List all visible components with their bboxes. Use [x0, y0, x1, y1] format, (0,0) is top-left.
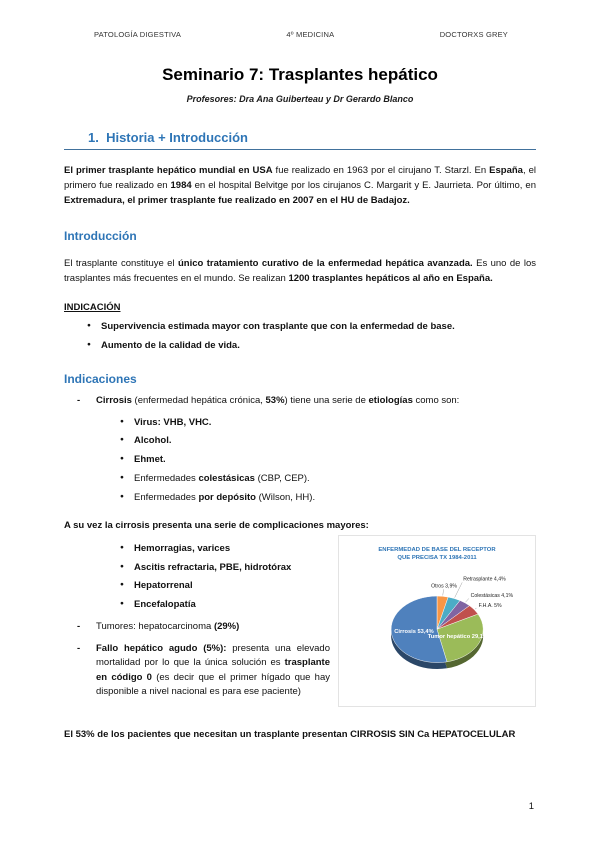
svg-text:ENFERMEDAD DE BASE DEL RECEPTO: ENFERMEDAD DE BASE DEL RECEPTOR: [378, 546, 496, 553]
etiologia-item: ● Enfermedades por depósito (Wilson, HH).: [120, 491, 536, 505]
complicacion-item: ● Ascitis refractaria, PBE, hidrotórax: [120, 561, 330, 575]
page-number: 1: [528, 801, 534, 812]
indicacion-label: INDICACIÓN: [64, 301, 121, 313]
etiologias-list: [64, 416, 536, 505]
etiologia-item: ● Alcohol.: [120, 434, 536, 448]
pie-chart-figure: [338, 535, 536, 707]
page-header: [64, 30, 536, 39]
svg-text:Otros 3,9%: Otros 3,9%: [431, 583, 457, 590]
content-with-chart: [64, 535, 536, 707]
fallo-text: - Fallo hepático agudo (5%): presenta una elevado mortalidad por lo que la única solución es trasplante en código 0 (es decir que el primer hígado que hay disponible a nivel nacional es para ese paciente): [96, 643, 330, 697]
indicacion-item: ● Supervivencia estimada mayor con trasplante que con la enfermedad de base.: [87, 320, 536, 334]
left-column: [64, 535, 338, 707]
cirrosis-text: - Cirrosis (enfermedad hepática crónica, 53%) tiene una serie de etiologías como son:: [96, 395, 460, 407]
complicaciones-intro: A su vez la cirrosis presenta una serie de complicaciones mayores:: [64, 519, 369, 531]
tumores-text: - Tumores: hepatocarcinoma (29%): [96, 620, 240, 632]
svg-text:Tumor hepático 29,1%: Tumor hepático 29,1%: [427, 633, 489, 640]
header-course: PATOLOGÍA DIGESTIVA: [94, 30, 182, 39]
etiologia-item: ● Virus: VHB, VHC.: [120, 416, 536, 430]
complicacion-item: ● Hepatorrenal: [120, 579, 330, 593]
section-heading-historia: 1. Historia + Introducción: [88, 130, 248, 145]
complicacion-item: ● Hemorragias, varices: [120, 542, 330, 556]
indicacion-list: [64, 320, 536, 353]
introduccion-paragraph: El trasplante constituye el único tratamiento curativo de la enfermedad hepática avanzada. Es uno de los trasplantes más frecuentes en el mundo. Se realizan 1200 trasplantes hepáticos al año en España.: [64, 257, 536, 284]
svg-text:Colestásicas 4,1%: Colestásicas 4,1%: [470, 592, 514, 599]
svg-text:Retrasplante 4,4%: Retrasplante 4,4%: [463, 576, 506, 583]
history-paragraph: El primer trasplante hepático mundial en USA fue realizado en 1963 por el cirujano T. Starzl. En España, el primero fue realizado en 1984 en el hospital Belvitge por los cirujanos C. Margarit y E. Jaurrieta. Por último, en Extremadura, el primer trasplante fue realizado en 2007 en el HU de Badajoz.: [64, 165, 536, 207]
svg-text:F.H.A. 5%: F.H.A. 5%: [478, 602, 502, 609]
fallo-item: [64, 642, 330, 699]
svg-text:Cirrosis 53,4%: Cirrosis 53,4%: [394, 628, 434, 635]
closing-statement: El 53% de los pacientes que necesitan un trasplante presentan CIRROSIS SIN Ca HEPATOCELULAR: [64, 728, 516, 740]
etiologia-item: ● Enfermedades colestásicas (CBP, CEP).: [120, 472, 536, 486]
header-year: 4º MEDICINA: [286, 30, 335, 39]
etiologia-item: ● Ehmet.: [120, 453, 536, 467]
cirrosis-item: [64, 394, 536, 408]
heading-divider: [64, 149, 536, 150]
document-subtitle: Profesores: Dra Ana Guiberteau y Dr Gerardo Blanco: [186, 94, 414, 104]
tumores-item: [64, 620, 330, 634]
section-heading-indicaciones: Indicaciones: [64, 372, 137, 387]
pie-chart: [340, 537, 534, 705]
svg-text:QUE PRECISA TX 1984-2011: QUE PRECISA TX 1984-2011: [397, 554, 477, 561]
header-author: DOCTORXS GREY: [439, 30, 508, 39]
complicaciones-list: [64, 542, 330, 612]
indicacion-item: ● Aumento de la calidad de vida.: [87, 339, 536, 353]
document-title: Seminario 7: Trasplantes hepático: [162, 65, 438, 84]
complicacion-item: ● Encefalopatía: [120, 598, 330, 612]
section-heading-introduccion: Introducción: [64, 228, 137, 243]
